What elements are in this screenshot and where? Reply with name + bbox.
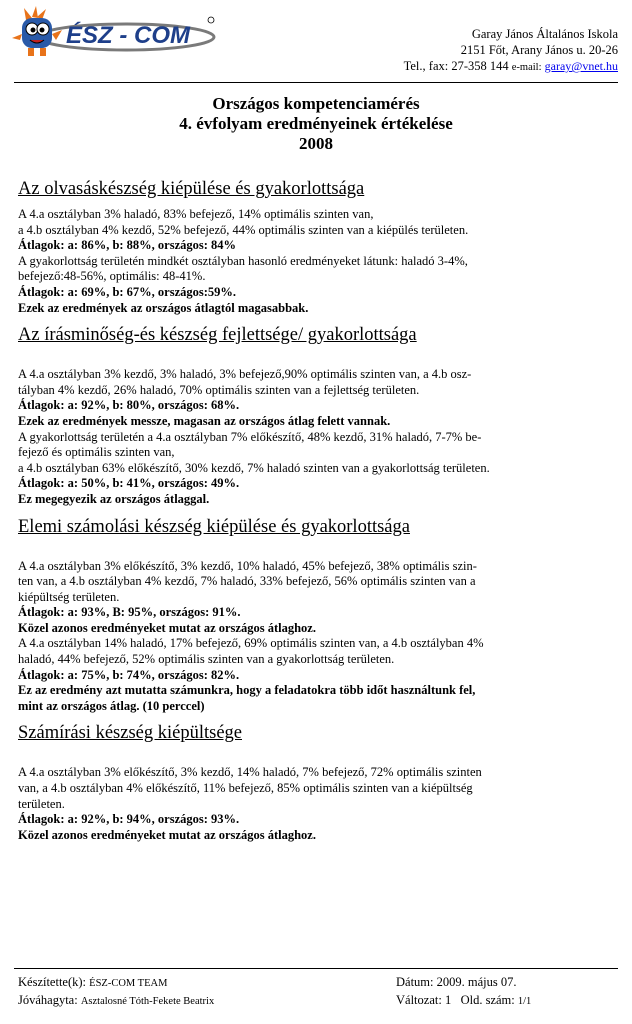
section-heading: Az írásminőség-és készség fejlettsége/ gyakorlottsága (18, 325, 417, 346)
spacer (18, 353, 618, 367)
footer-divider (14, 968, 618, 969)
text-line: A gyakorlottság területén mindkét osztályban hasonló eredményeket látunk: haladó 3-4%, (18, 253, 468, 268)
date-value: 2009. május 07. (436, 975, 517, 989)
text-line: van, a 4.b osztályban 4% előkészítő, 11% befejező, 85% optimális szinten van a kiépültség (18, 781, 473, 796)
section-heading: Az olvasáskészség kiépülése és gyakorlottsága (18, 179, 365, 199)
header-divider (14, 82, 618, 83)
document-body (18, 178, 618, 851)
text-line: a 4.b osztályban 4% kezdő, 52% befejező, 44% optimális szinten van a kiépülés területen. (18, 222, 469, 237)
made-by-value: ÉSZ-COM TEAM (89, 978, 168, 989)
summary-line: Ezek az eredmények messze, magasan az országos átlag felett vannak. (18, 413, 391, 428)
section-heading: Elemi számolási készség kiépülése és gyakorlottsága (18, 516, 410, 537)
summary-line: Ez az eredmény azt mutatta számunkra, hogy a feladatokra több időt használtunk fel, (18, 683, 476, 698)
summary-line: Átlagok: a: 93%, B: 95%, országos: 91%. (18, 605, 241, 620)
school-info (404, 26, 618, 76)
text-line: A 4.a osztályban 3% előkészítő, 3% kezdő, 10% haladó, 45% befejező, 38% optimális szin- (18, 558, 477, 573)
school-name: Garay János Általános Iskola (471, 27, 618, 41)
summary-line: Átlagok: a: 50%, b: 41%, országos: 49%. (18, 476, 240, 491)
summary-line: Átlagok: a: 92%, b: 80%, országos: 68%. (18, 398, 240, 413)
text-line: tályban 4% kezdő, 26% haladó, 70% optimális szinten van a fejlettség területen. (18, 382, 420, 397)
text-line: befejező:48-56%, optimális: 48-41%. (18, 269, 206, 284)
summary-line: mint az országos átlag. (10 perccel) (18, 698, 205, 713)
document-title (0, 94, 632, 154)
text-line: a 4.b osztályban 63% előkészítő, 30% kezdő, 7% haladó szinten van a gyakorlottság területen. (18, 460, 490, 475)
made-by-label: Készítette(k): (18, 975, 87, 989)
summary-line: Ez megegyezik az országos átlaggal. (18, 491, 210, 506)
text-line: haladó, 44% befejező, 52% optimális szinten van a gyakorlottság területen. (18, 652, 395, 667)
summary-line: Közel azonos eredményeket mutat az országos átlaghoz. (18, 827, 316, 842)
page-label: Old. szám: (460, 993, 515, 1007)
logo-text: ÉSZ - COM (66, 22, 190, 49)
made-by (18, 974, 167, 992)
version-value: 1 (444, 993, 452, 1007)
text-line: A 4.a osztályban 3% előkészítő, 3% kezdő, 14% haladó, 7% befejező, 72% optimális szinten (18, 765, 482, 780)
esz-com-logo (6, 4, 216, 60)
version-label: Változat: (396, 993, 442, 1007)
phone: Tel., fax: 27-358 144 (403, 59, 509, 73)
summary-line: Átlagok: a: 86%, b: 88%, országos: 84% (18, 238, 237, 253)
title-line-1: Országos kompetenciamérés (212, 94, 420, 113)
section (18, 324, 618, 507)
date-label: Dátum: (396, 975, 434, 989)
date (396, 974, 516, 990)
version-info (396, 992, 531, 1010)
summary-line: Átlagok: a: 69%, b: 67%, országos:59%. (18, 284, 237, 299)
text-line: kiépültség területen. (18, 589, 120, 604)
title-line-2: 4. évfolyam eredményeinek értékelése (179, 114, 453, 133)
page-value: 1/1 (517, 996, 532, 1007)
text-line: A 4.a osztályban 3% haladó, 83% befejező, 14% optimális szinten van, (18, 207, 374, 221)
summary-line: Átlagok: a: 92%, b: 94%, országos: 93%. (18, 812, 240, 827)
summary-line: Átlagok: a: 75%, b: 74%, országos: 82%. (18, 667, 240, 682)
text-line: A 4.a osztályban 14% haladó, 17% befejező, 69% optimális szinten van, a 4.b osztályban 4% (18, 636, 484, 651)
approved-value: Asztalosné Tóth-Fekete Beatrix (80, 996, 215, 1007)
text-line: A 4.a osztályban 3% kezdő, 3% haladó, 3% befejező,90% optimális szinten van, a 4.b osz- (18, 367, 472, 382)
school-address: 2151 Főt, Arany János u. 20-26 (460, 43, 618, 57)
contact-line (404, 58, 618, 76)
approved-by (18, 992, 214, 1010)
spacer (18, 545, 618, 559)
section (18, 178, 618, 316)
text-line: A gyakorlottság területén a 4.a osztályban 7% előkészítő, 48% kezdő, 31% haladó, 7-7% be- (18, 429, 482, 444)
email-label: e-mail: (511, 62, 542, 73)
summary-line: Ezek az eredmények az országos átlagtól magasabbak. (18, 300, 309, 315)
text-line: fejező és optimális szinten van, (18, 445, 175, 460)
section-heading: Számírási készség kiépültsége (18, 723, 242, 744)
section (18, 516, 618, 715)
title-line-3: 2008 (299, 134, 333, 153)
section (18, 722, 618, 843)
approved-label: Jóváhagyta: (18, 993, 78, 1007)
summary-line: Közel azonos eredményeket mutat az országos átlaghoz. (18, 620, 316, 635)
spacer (18, 751, 618, 765)
text-line: területen. (18, 796, 65, 811)
email-link[interactable]: garay@vnet.hu (544, 59, 618, 73)
text-line: ten van, a 4.b osztályban 4% kezdő, 7% haladó, 33% befejező, 56% optimális szinten van a (18, 574, 476, 589)
